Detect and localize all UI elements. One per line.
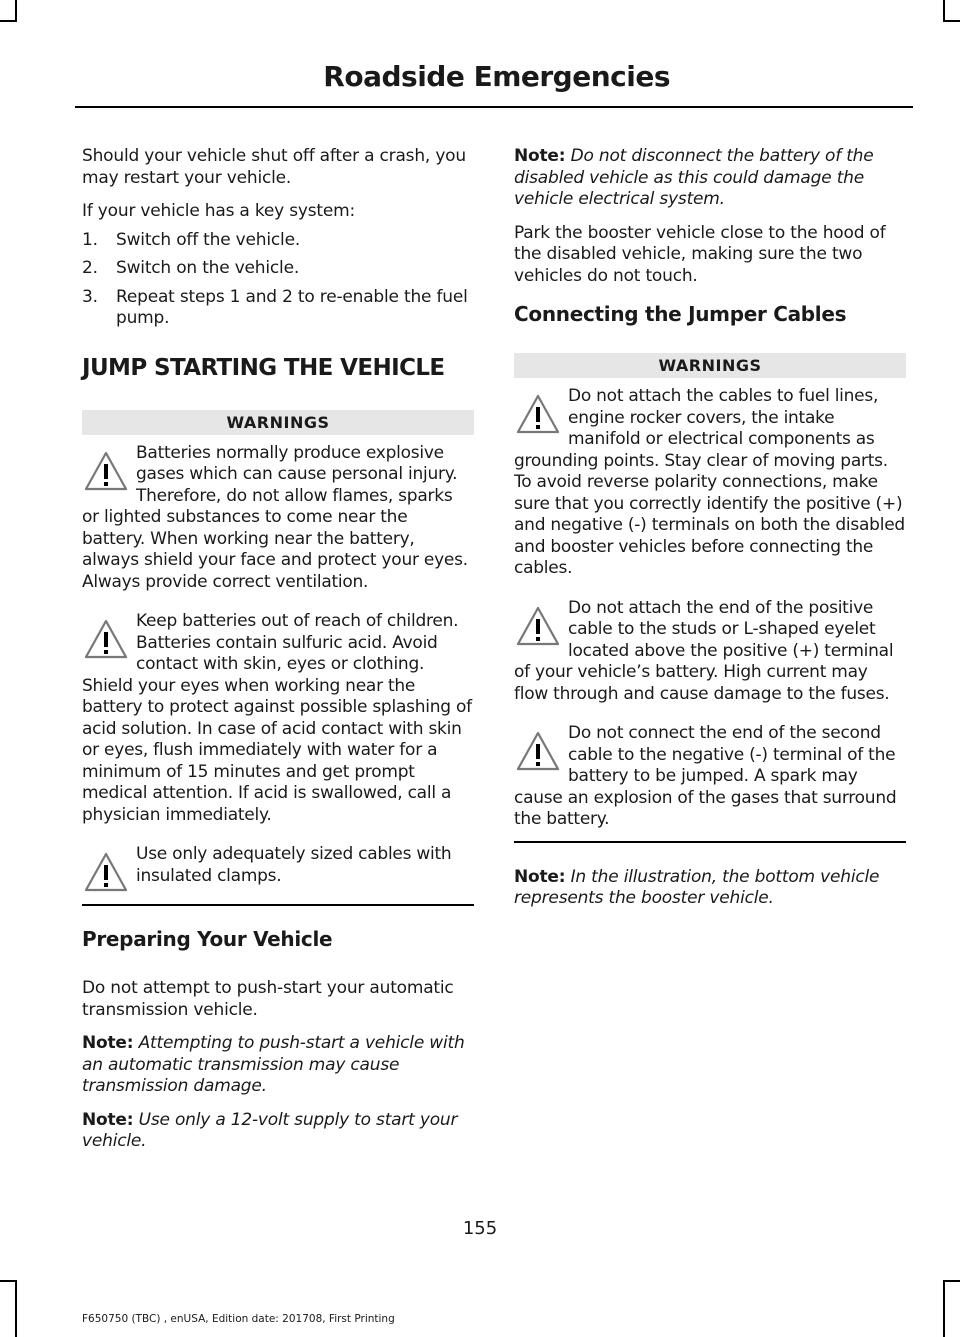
warning-text: Do not attach the cables to fuel lines, engine rocker covers, the intake manifold or electrical components as grounding points. Stay clear of moving parts. To avoid reverse polarity connections, make sure that you correctly identify the positive (+) and negative (-) terminals on both the disabled and booster vehicles before connecting the cables. xyxy=(514,386,905,578)
note-text: In the illustration, the bottom vehicle represents the booster vehicle. xyxy=(514,866,880,908)
crop-mark xyxy=(0,20,17,22)
edition-footer: F650750 (TBC) , enUSA, Edition date: 201708, First Printing xyxy=(82,1313,395,1325)
crop-mark xyxy=(0,1280,17,1282)
list-item xyxy=(82,230,474,252)
right-column xyxy=(514,146,906,922)
warning-block xyxy=(82,844,474,894)
paragraph: Should your vehicle shut off after a crash, you may restart your vehicle. xyxy=(82,146,466,188)
note-text: Do not disconnect the battery of the disabled vehicle as this could damage the vehicle electrical system. xyxy=(514,146,874,209)
note xyxy=(514,867,906,910)
step-text: Switch on the vehicle. xyxy=(116,258,300,278)
warning-triangle-icon xyxy=(82,617,130,661)
step-text: Switch off the vehicle. xyxy=(116,229,301,250)
warning-triangle-icon xyxy=(514,604,562,648)
crop-mark xyxy=(943,20,960,22)
page-number: 155 xyxy=(462,1218,498,1239)
note xyxy=(514,146,906,211)
warning-text: Batteries normally produce explosive gases which can cause personal injury. Therefore, do not allow flames, sparks or lighted substances to come near the battery. When working near the battery, always shield your face and protect your eyes. Always provide correct ventilation. xyxy=(82,442,468,592)
note-label: Note: xyxy=(514,146,566,166)
crop-mark xyxy=(943,1280,960,1282)
steps-list xyxy=(82,230,474,330)
note-label: Note: xyxy=(82,1033,134,1053)
step-text: Repeat steps 1 and 2 to re-enable the fuel pump. xyxy=(116,286,468,328)
note xyxy=(82,1033,474,1098)
paragraph: Do not attempt to push-start your automatic transmission vehicle. xyxy=(82,978,454,1020)
note-label: Note: xyxy=(82,1109,134,1130)
warning-text: Keep batteries out of reach of children. Batteries contain sulfuric acid. Avoid contact with skin, eyes or clothing. Shield your eyes when working near the battery to protect against possible splashing of acid solution. In case of acid contact with skin or eyes, flush immediately with water for a minimum of 15 minutes and get prompt medical attention. If acid is swallowed, call a physician immediately. xyxy=(82,611,472,825)
note-text: Attempting to push-start a vehicle with an automatic transmission may cause transmission damage. xyxy=(82,1033,465,1096)
warning-block xyxy=(514,598,906,706)
warning-block xyxy=(514,386,906,580)
step-number: 1. xyxy=(82,229,98,250)
warning-text: Do not attach the end of the positive cable to the studs or L-shaped eyelet located above the positive (+) terminal of your vehicle’s battery. High current may flow through and cause damage to the fuses. xyxy=(514,597,894,704)
warning-text: Do not connect the end of the second cable to the negative (-) terminal of the battery to be jumped. A spark may cause an explosion of the gases that surround the battery. xyxy=(514,723,897,829)
crop-mark xyxy=(15,1280,17,1337)
warning-block xyxy=(514,723,906,831)
list-item xyxy=(82,258,474,280)
crop-mark xyxy=(943,1280,945,1337)
subsection-title: Connecting the Jumper Cables xyxy=(514,302,847,326)
list-item xyxy=(82,287,474,330)
warnings-heading: WARNINGS xyxy=(82,410,474,435)
warning-triangle-icon xyxy=(514,392,562,436)
warning-triangle-icon xyxy=(82,449,130,493)
warnings-heading: WARNINGS xyxy=(514,353,906,378)
crop-mark xyxy=(15,0,17,22)
step-number: 3. xyxy=(82,286,98,307)
subsection-title: Preparing Your Vehicle xyxy=(82,927,333,951)
warnings-end-rule xyxy=(82,904,474,906)
warning-block xyxy=(82,443,474,594)
paragraph: If your vehicle has a key system: xyxy=(82,201,356,221)
warning-triangle-icon xyxy=(82,850,130,894)
warning-text: Use only adequately sized cables with insulated clamps. xyxy=(136,844,452,886)
crop-mark xyxy=(943,0,945,22)
section-title: JUMP STARTING THE VEHICLE xyxy=(82,354,445,381)
warnings-end-rule xyxy=(514,841,906,843)
warning-block xyxy=(82,611,474,826)
note-label: Note: xyxy=(514,866,566,887)
header-rule xyxy=(75,106,913,108)
warning-triangle-icon xyxy=(514,729,562,773)
left-column xyxy=(82,146,474,1165)
note-text: Use only a 12-volt supply to start your vehicle. xyxy=(82,1109,458,1151)
note xyxy=(82,1110,474,1153)
paragraph: Park the booster vehicle close to the hood of the disabled vehicle, making sure the two vehicles do not touch. xyxy=(514,222,886,286)
step-number: 2. xyxy=(82,258,98,278)
page-header: Roadside Emergencies xyxy=(323,60,670,93)
